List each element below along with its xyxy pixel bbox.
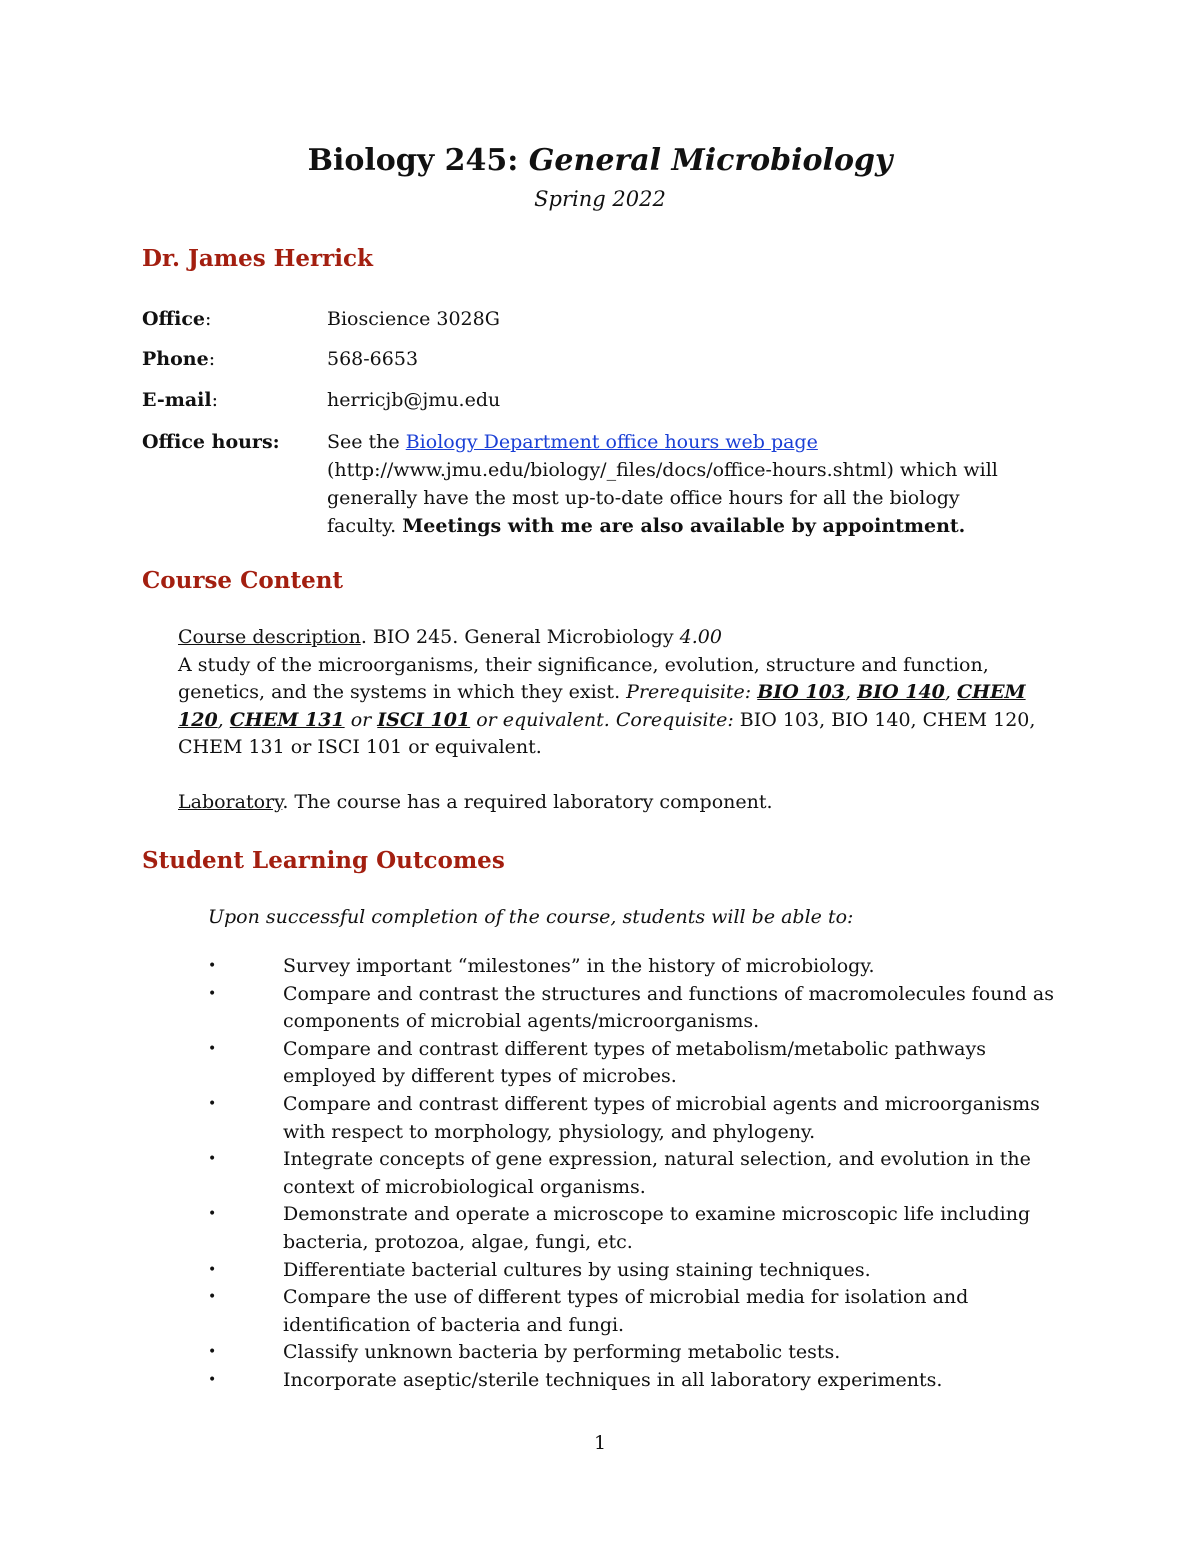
bullet-icon: • xyxy=(208,1095,217,1112)
laboratory-label: Laboratory xyxy=(178,791,283,813)
course-credits: 4.00 xyxy=(679,626,722,648)
office-value: Bioscience 3028G xyxy=(327,308,500,330)
course-description-code: . BIO 245. General Microbiology xyxy=(360,626,674,648)
bullet-icon: • xyxy=(208,1289,217,1306)
bullet-icon: • xyxy=(208,958,217,974)
phone-value: 568-6653 xyxy=(327,348,419,370)
office-hours-link[interactable]: Biology Department office hours web page xyxy=(405,431,818,453)
bullet-icon: • xyxy=(208,1261,217,1278)
office-label: Office: xyxy=(142,308,212,330)
bullet-icon: • xyxy=(208,1206,217,1223)
course-code: Biology 245: xyxy=(307,143,519,178)
bullet-icon: • xyxy=(208,1371,217,1388)
outcomes-heading: Student Learning Outcomes xyxy=(142,847,505,874)
page-number: 1 xyxy=(593,1432,607,1454)
course-description-text: A study of the microorganisms, their significance, evolution, structure and function, genetics, and the systems in which they exist. xyxy=(178,653,989,704)
bullet-icon: • xyxy=(208,1040,217,1057)
list-item: • Incorporate aseptic/sterile techniques in all laboratory experiments. xyxy=(208,1367,1078,1395)
office-hours-label: Office hours: xyxy=(142,431,280,453)
prereq-bio-140[interactable]: BIO 140 xyxy=(857,681,945,704)
bullet-icon: • xyxy=(208,1151,217,1168)
prereq-or: or xyxy=(350,708,372,731)
outcomes-list xyxy=(208,953,1078,1395)
list-item: • Demonstrate and operate a microscope to examine microscopic life including bacteria, protozoa, algae, fungi, etc. xyxy=(208,1203,1031,1253)
office-hours-intro: See the xyxy=(327,431,400,453)
prerequisite-label: Prerequisite: xyxy=(626,681,752,704)
list-item: • Integrate concepts of gene expression, natural selection, and evolution in the context of microbiological organisms. xyxy=(208,1148,1031,1198)
prereq-isci-101[interactable]: ISCI 101 xyxy=(377,708,471,731)
list-item: • Classify unknown bacteria by performing metabolic tests. xyxy=(208,1339,1078,1367)
course-description-label: Course description xyxy=(178,626,361,648)
course-name: General Microbiology xyxy=(528,143,893,178)
prereq-chem-131[interactable]: CHEM 131 xyxy=(229,708,345,731)
corequisite-label: Corequisite: xyxy=(615,708,734,731)
bullet-icon: • xyxy=(208,985,217,1002)
phone-label: Phone: xyxy=(142,348,216,370)
bullet-icon: • xyxy=(208,1344,217,1361)
prereq-tail: or equivalent. xyxy=(476,708,610,731)
prereq-chem-120[interactable]: CHEM 120 xyxy=(178,681,1026,731)
laboratory-paragraph xyxy=(178,789,1038,817)
list-item: • Compare and contrast different types of metabolism/metabolic pathways employed by different types of microbes. xyxy=(208,1037,986,1088)
office-hours-url-text: (http://www.jmu.edu/biology/_files/docs/office-hours.shtml) which will generally have the most up-to-date office hours for all the biology faculty. xyxy=(327,459,998,537)
prereq-bio-103[interactable]: BIO 103 xyxy=(757,681,846,704)
appointment-note: Meetings with me are also available by appointment. xyxy=(402,515,966,537)
list-item: • Compare and contrast the structures and functions of macromolecules found as components of microbial agents/microorganisms. xyxy=(208,982,1054,1033)
course-title xyxy=(0,143,1200,178)
list-item: • Compare the use of different types of microbial media for isolation and identification of bacteria and fungi. xyxy=(208,1286,969,1336)
email-value[interactable]: herricjb@jmu.edu xyxy=(327,389,501,411)
email-label: E-mail: xyxy=(142,389,218,411)
course-term: Spring 2022 xyxy=(534,187,666,211)
corequisite-text: BIO 103, BIO 140, CHEM 120, CHEM 131 or ISCI 101 or equivalent. xyxy=(178,708,1036,759)
course-description: Course description. BIO 245. General Microbiology 4.00 A study of the microorganisms, their significance, evolution, structure and function, genetics, and the systems in which they exist. Prerequisite: BIO 103, BIO 140, CHEM 120, CHEM 131 or ISCI 101 or equivalent. Corequisite: BIO 103, BIO 140, CHEM 120, CHEM 131 or ISCI 101 or equivalent. xyxy=(178,626,1036,759)
laboratory-text: . The course has a required laboratory component. xyxy=(282,791,773,813)
list-item: • Compare and contrast different types of microbial agents and microorganisms with respect to morphology, physiology, and phylogeny. xyxy=(208,1092,1040,1143)
instructor-heading: Dr. James Herrick xyxy=(142,245,373,272)
outcomes-intro: Upon successful completion of the course, students will be able to: xyxy=(208,906,854,928)
list-item: • Survey important “milestones” in the history of microbiology. xyxy=(208,953,1078,981)
list-item: • Differentiate bacterial cultures by using staining techniques. xyxy=(208,1257,1078,1285)
office-hours-value xyxy=(327,428,1032,540)
course-content-heading: Course Content xyxy=(142,567,344,594)
